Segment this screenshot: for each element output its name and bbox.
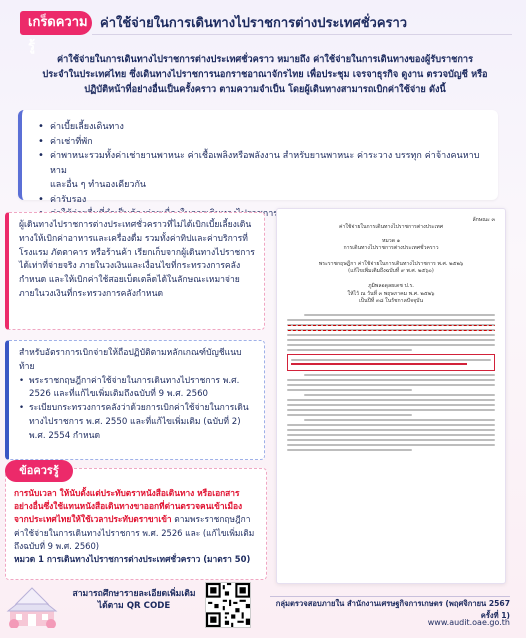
- note-rest-text: ตามพระราชกฤษฎีกาค่าใช้จ่ายในการเดินทางไปราชการ พ.ศ. 2526 และ (แก้ไขเพิ่มเติมถึงฉบับที่ 9 พ.ศ. 2560): [14, 514, 255, 551]
- intro-paragraph: [30, 52, 500, 97]
- note-box: [5, 468, 267, 580]
- qr-code-icon[interactable]: [205, 582, 251, 628]
- doc-body-para-2: [287, 374, 495, 391]
- intro-line-2: ประจำในประเทศไทย ซึ่งเดินทางไปราชการนอกราชอาณาจักรไทย เพื่อประชุม เจรจาธุรกิจ ดูงาน ตรวจบัญชี หรือ: [42, 69, 488, 80]
- footer-org: กลุ่มตรวจสอบภายใน สำนักงานเศรษฐกิจการเกษตร (พฤศจิกายน 2567 ครั้งที่ 1): [275, 599, 510, 620]
- law-document-excerpt: [276, 208, 506, 584]
- rate-rules-box: [5, 340, 265, 460]
- doc-year: เป็นปีที่ ๓๘ ในรัชกาลปัจจุบัน: [358, 298, 423, 305]
- list-item-continuation: และอื่น ๆ ทำนองเดียวกัน: [50, 180, 147, 190]
- doc-page-label: ลักษณะ ๓: [472, 217, 495, 223]
- list-item: • ค่ารับรอง: [36, 193, 488, 208]
- doc-section-title: การเดินทางไปราชการต่างประเทศชั่วคราว: [343, 245, 439, 252]
- doc-body-para-3: [287, 394, 495, 416]
- temple-illustration-icon: [6, 584, 58, 628]
- list-item: • พระราชกฤษฎีกาค่าใช้จ่ายในการเดินทางไปราชการ พ.ศ. 2526 และที่แก้ไขเพิ่มเติมถึงฉบับที่ 9 พ.ศ. 2560: [19, 375, 256, 403]
- header-divider: [92, 34, 512, 35]
- doc-body-para-1: [287, 314, 495, 351]
- doc-body-para-4: [287, 419, 495, 451]
- list-item: • ค่าเช่าที่พัก: [36, 135, 488, 150]
- qr-caption-line-2: ได้ตาม QR CODE: [97, 601, 171, 611]
- page-title: ค่าใช้จ่ายในการเดินทางไปราชการต่างประเทศชั่วคราว: [100, 16, 408, 31]
- doc-signer: ภูมิพลอดุลยเดช ป.ร.: [368, 283, 414, 290]
- note-red-text: การนับเวลา ให้นับตั้งแต่ประทับตราหนังสือเดินทาง หรือเอกสารอย่างอื่นซึ่งใช้แทนหนังสือเดินทางขาออกที่ด่านตรวจคนเข้าเมือง จากประเทศไทยให้ใช้เวลาประทับตราขาเข้า: [14, 488, 243, 525]
- meal-allowance-box: ผู้เดินทางไปราชการต่างประเทศชั่วคราวที่ไม่ได้เบิกเบี้ยเลี้ยงเดินทางให้เบิกค่าอาหารและเครื่องดื่ม รวมทั้งค่าทิปและค่าบริการที่โรงแรม ภัตตาคาร หรือร้านค้า เรียกเก็บจากผู้เดินทางไปราชการได้เท่าที่จ่ายจริง ภายในวงเงินและเงื่อนไขที่กระทรวงการคลังกำหนด และให้เบิกค่าใช้สอยเบ็ดเตล็ดได้ในลักษณะเหมาจ่าย ภายในวงเงินที่กระทรวงการคลังกำหนด: [5, 212, 265, 330]
- doc-amended: (แก้ไขเพิ่มเติมถึงฉบับที่ ๙ พ.ศ. ๒๕๖๐): [348, 268, 434, 275]
- doc-heading: ค่าใช้จ่ายในการเดินทางไปราชการต่างประเทศ: [338, 224, 444, 231]
- intro-line-1: ค่าใช้จ่ายในการเดินทางไปราชการต่างประเทศชั่วคราว หมายถึง ค่าใช้จ่ายในการเดินทางของผู้รับราชการ: [56, 54, 474, 65]
- footer-divider: [270, 596, 510, 597]
- note-section-text: หมวด 1 การเดินทางไปราชการต่างประเทศชั่วคราว (มาตรา 50): [14, 554, 251, 565]
- header-badge: เกร็ดความรู้: [20, 11, 92, 35]
- header: [0, 0, 526, 54]
- qr-caption: [64, 588, 204, 612]
- doc-given: ให้ไว้ ณ วันที่ ๓ พฤษภาคม พ.ศ. ๒๕๒๖: [347, 290, 435, 297]
- doc-decree: พระราชกฤษฎีกา ค่าใช้จ่ายในการเดินทางไปราชการ พ.ศ. ๒๕๒๖: [318, 260, 464, 267]
- doc-highlight-box: [287, 354, 495, 371]
- list-item: • ค่าพาหนะรวมทั้งค่าเช่ายานพาหนะ ค่าเชื้อเพลิงหรือพลังงาน สำหรับยานพาหนะ ค่าระวาง บรรทุก ค่าจ้างคนหาบหาม: [36, 149, 488, 178]
- expense-items-card: [18, 110, 498, 205]
- list-item: • ค่าเบี้ยเลี้ยงเดินทาง: [36, 120, 488, 135]
- list-item: • ระเบียบกระทรวงการคลังว่าด้วยการเบิกค่าใช้จ่ายในการเดินทางไปราชการ พ.ศ. 2550 และที่แก้ไขเพิ่มเติม (ฉบับที่ 2) พ.ศ. 2554 กำหนด: [19, 402, 256, 443]
- qr-caption-line-1: สามารถศึกษารายละเอียดเพิ่มเติม: [72, 589, 196, 599]
- footer-url[interactable]: www.audit.oae.go.th: [427, 618, 510, 627]
- doc-section: หมวด ๑: [381, 237, 401, 244]
- rate-rules-heading: สำหรับอัตราการเบิกจ่ายให้ถือปฏิบัติตามหลักเกณฑ์บัญชีแนบท้าย: [19, 348, 242, 372]
- intro-line-3: ปฏิบัติหน้าที่อย่างอื่นเป็นครั้งคราว ตามความจำเป็น โดยผู้เดินทางสามารถเบิกค่าใช้จ่าย ดังนี้: [84, 84, 446, 95]
- note-badge: ข้อควรรู้: [5, 460, 73, 482]
